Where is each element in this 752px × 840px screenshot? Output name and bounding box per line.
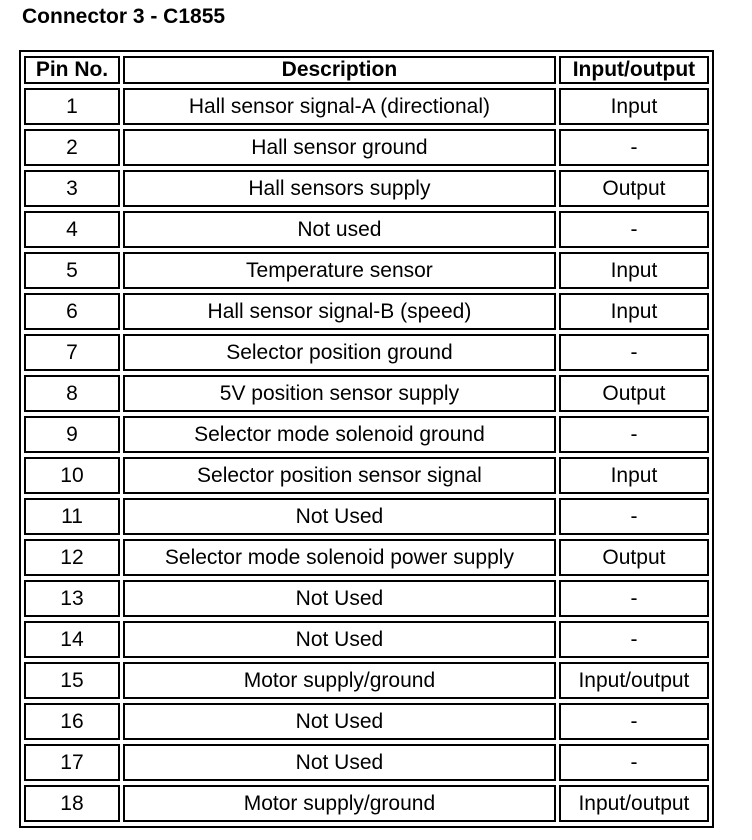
description-cell: Not used [123, 211, 556, 248]
description-cell: Hall sensors supply [123, 170, 556, 207]
input-output-cell: - [559, 129, 709, 166]
table-row [24, 88, 709, 125]
input-output-cell: Input/output [559, 785, 709, 822]
table-row [24, 375, 709, 412]
pin-number-cell: 11 [24, 498, 120, 535]
pin-number-cell: 10 [24, 457, 120, 494]
input-output-cell: Input/output [559, 662, 709, 699]
description-cell: Not Used [123, 580, 556, 617]
description-cell: Motor supply/ground [123, 785, 556, 822]
input-output-cell: Output [559, 375, 709, 412]
pin-rows [24, 88, 709, 822]
pin-number-cell: 13 [24, 580, 120, 617]
description-cell: Not Used [123, 703, 556, 740]
table-row [24, 785, 709, 822]
input-output-cell: - [559, 621, 709, 658]
table-row [24, 744, 709, 781]
table-row [24, 334, 709, 371]
description-cell: Not Used [123, 498, 556, 535]
input-output-cell: - [559, 703, 709, 740]
description-cell: Motor supply/ground [123, 662, 556, 699]
table-row [24, 662, 709, 699]
pin-number-cell: 8 [24, 375, 120, 412]
table-row [24, 129, 709, 166]
pin-number-cell: 5 [24, 252, 120, 289]
description-cell: Selector position sensor signal [123, 457, 556, 494]
description-cell: Temperature sensor [123, 252, 556, 289]
description-cell: 5V position sensor supply [123, 375, 556, 412]
description-cell: Selector mode solenoid ground [123, 416, 556, 453]
table-row [24, 211, 709, 248]
description-cell: Selector position ground [123, 334, 556, 371]
description-cell: Not Used [123, 621, 556, 658]
input-output-cell: Input [559, 293, 709, 330]
input-output-cell: - [559, 498, 709, 535]
header-row [24, 56, 709, 84]
table-row [24, 457, 709, 494]
description-cell: Not Used [123, 744, 556, 781]
input-output-cell: Input [559, 252, 709, 289]
pin-number-cell: 18 [24, 785, 120, 822]
pin-number-cell: 2 [24, 129, 120, 166]
pin-number-cell: 12 [24, 539, 120, 576]
table-row [24, 170, 709, 207]
input-output-cell: Input [559, 457, 709, 494]
input-output-cell: Output [559, 170, 709, 207]
input-output-cell: - [559, 580, 709, 617]
input-output-cell: - [559, 416, 709, 453]
pin-number-cell: 7 [24, 334, 120, 371]
pin-number-cell: 14 [24, 621, 120, 658]
input-output-cell: Input [559, 88, 709, 125]
description-cell: Selector mode solenoid power supply [123, 539, 556, 576]
pin-number-cell: 16 [24, 703, 120, 740]
document-title: Connector 3 - C1855 [22, 5, 226, 28]
description-cell: Hall sensor signal-A (directional) [123, 88, 556, 125]
pin-number-cell: 9 [24, 416, 120, 453]
pin-table [21, 52, 712, 826]
table-row [24, 621, 709, 658]
table-row [24, 539, 709, 576]
table-row [24, 252, 709, 289]
header-input-output: Input/output [559, 56, 709, 84]
table-row [24, 703, 709, 740]
table-row [24, 580, 709, 617]
pin-number-cell: 17 [24, 744, 120, 781]
input-output-cell: - [559, 744, 709, 781]
description-cell: Hall sensor ground [123, 129, 556, 166]
pin-number-cell: 15 [24, 662, 120, 699]
input-output-cell: - [559, 334, 709, 371]
input-output-cell: - [559, 211, 709, 248]
pin-number-cell: 1 [24, 88, 120, 125]
pin-number-cell: 4 [24, 211, 120, 248]
table-row [24, 498, 709, 535]
description-cell: Hall sensor signal-B (speed) [123, 293, 556, 330]
header-pin-no: Pin No. [24, 56, 120, 84]
table-row [24, 293, 709, 330]
pin-number-cell: 3 [24, 170, 120, 207]
header-description: Description [123, 56, 556, 84]
input-output-cell: Output [559, 539, 709, 576]
table-row [24, 416, 709, 453]
pin-number-cell: 6 [24, 293, 120, 330]
